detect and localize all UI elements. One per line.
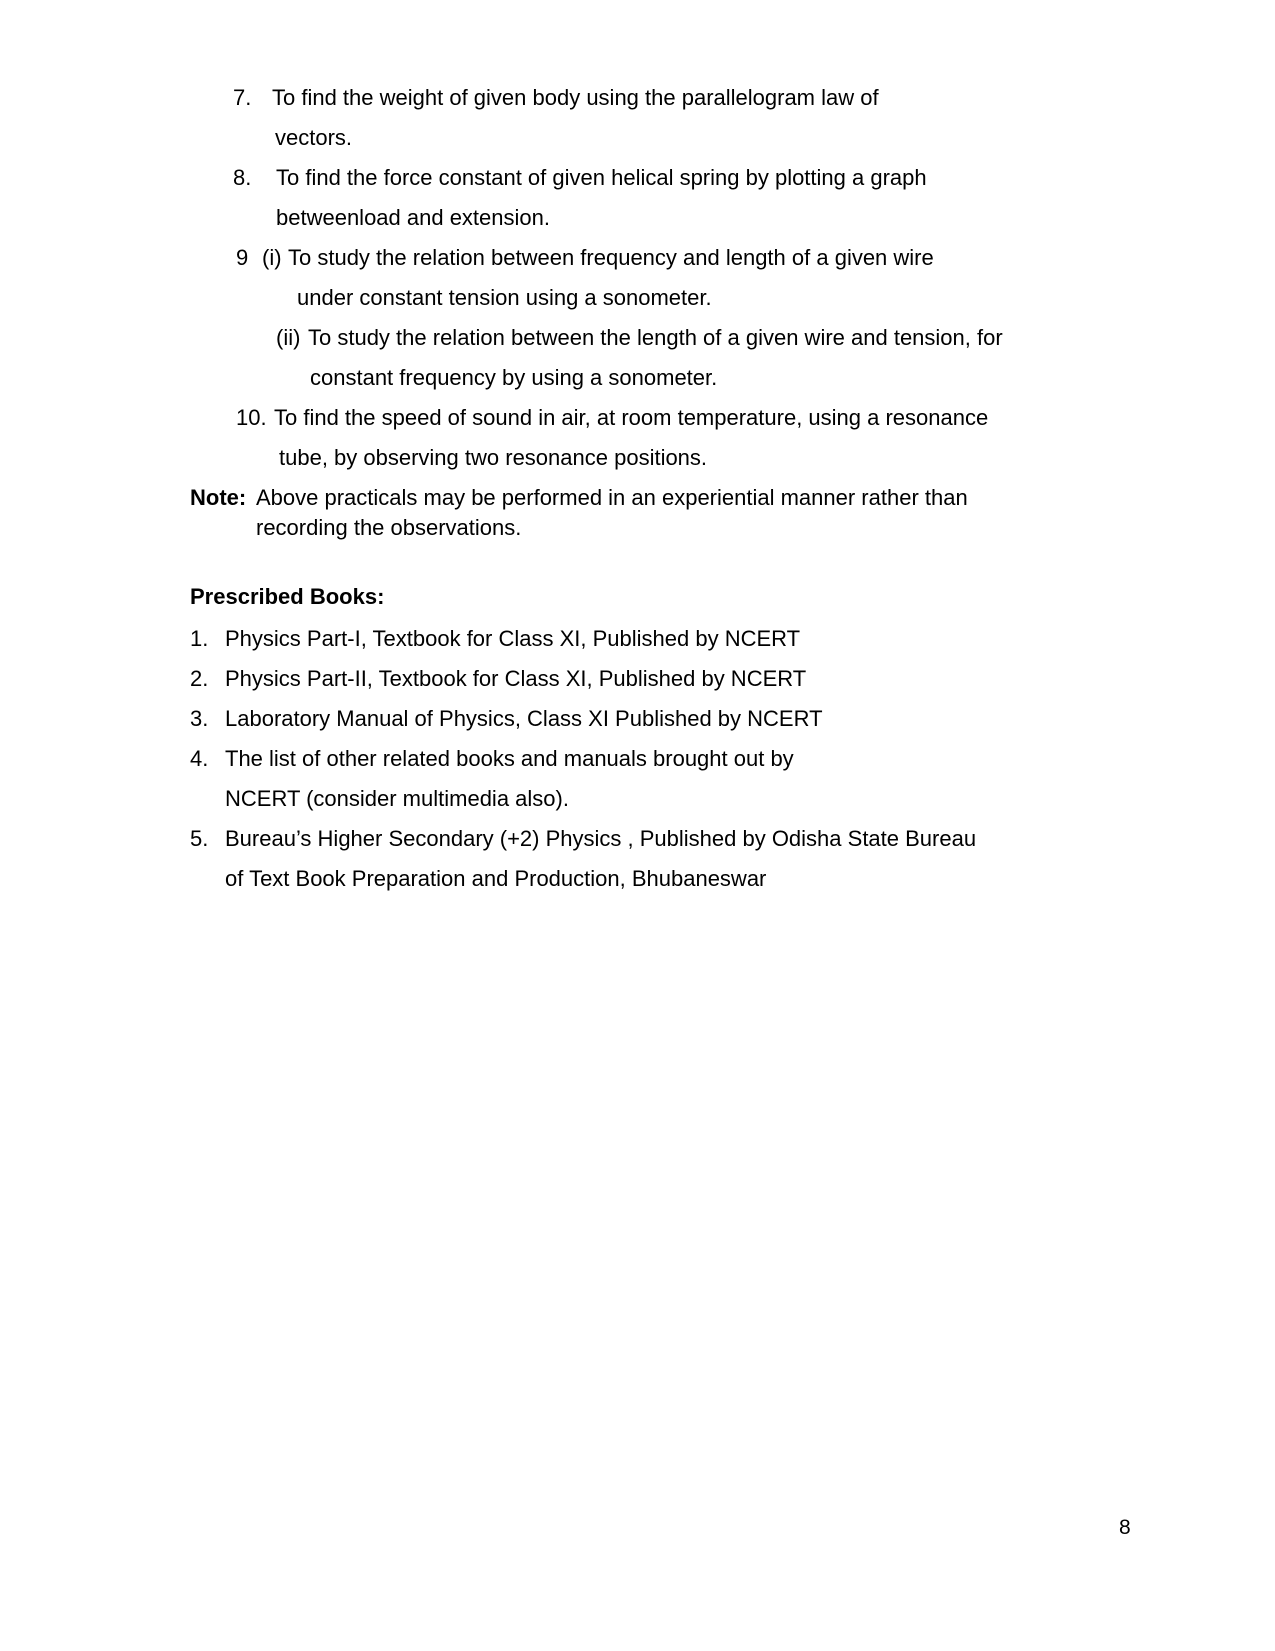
item-text-line: betweenload and extension.	[276, 205, 550, 230]
item-text-line: under constant tension using a sonometer.	[297, 285, 712, 310]
book-text-line: The list of other related books and manuals brought out by	[225, 746, 794, 771]
item-text-line: To study the relation between frequency and length of a given wire	[288, 245, 934, 270]
sub-item-label: (ii)	[276, 325, 301, 350]
book-text-line: Laboratory Manual of Physics, Class XI Published by NCERT	[225, 706, 823, 731]
note-text-line: recording the observations.	[256, 515, 522, 540]
book-text-line: Physics Part-II, Textbook for Class XI, Published by NCERT	[225, 666, 807, 691]
book-text-line: Physics Part-I, Textbook for Class XI, Published by NCERT	[225, 626, 801, 651]
book-number: 1.	[190, 626, 209, 651]
item-number: 9	[236, 245, 249, 270]
sub-item-label: (i)	[262, 245, 282, 270]
item-number: 8.	[233, 165, 252, 190]
book-number: 5.	[190, 826, 209, 851]
item-text-line: To find the weight of given body using the parallelogram law of	[272, 85, 879, 110]
item-text-line: To find the speed of sound in air, at room temperature, using a resonance	[274, 405, 989, 430]
book-text-line: of Text Book Preparation and Production, Bhubaneswar	[225, 866, 767, 891]
book-number: 4.	[190, 746, 209, 771]
book-text-line: Bureau’s Higher Secondary (+2) Physics , Published by Odisha State Bureau	[225, 826, 977, 851]
item-text-line: To find the force constant of given helical spring by plotting a graph	[276, 165, 927, 190]
book-number: 3.	[190, 706, 209, 731]
item-number: 7.	[233, 85, 252, 110]
item-text-line: To study the relation between the length of a given wire and tension, for	[308, 325, 1003, 350]
item-text-line: tube, by observing two resonance positions.	[279, 445, 708, 470]
book-number: 2.	[190, 666, 209, 691]
item-text-line: vectors.	[275, 125, 353, 150]
section-heading: Prescribed Books:	[190, 584, 385, 609]
note-text-line: Above practicals may be performed in an experiential manner rather than	[256, 485, 968, 510]
item-number: 10.	[236, 405, 267, 430]
book-text-line: NCERT (consider multimedia also).	[225, 786, 569, 811]
page-number: 8	[1119, 1516, 1131, 1539]
note-label: Note:	[190, 485, 247, 510]
item-text-line: constant frequency by using a sonometer.	[310, 365, 718, 390]
